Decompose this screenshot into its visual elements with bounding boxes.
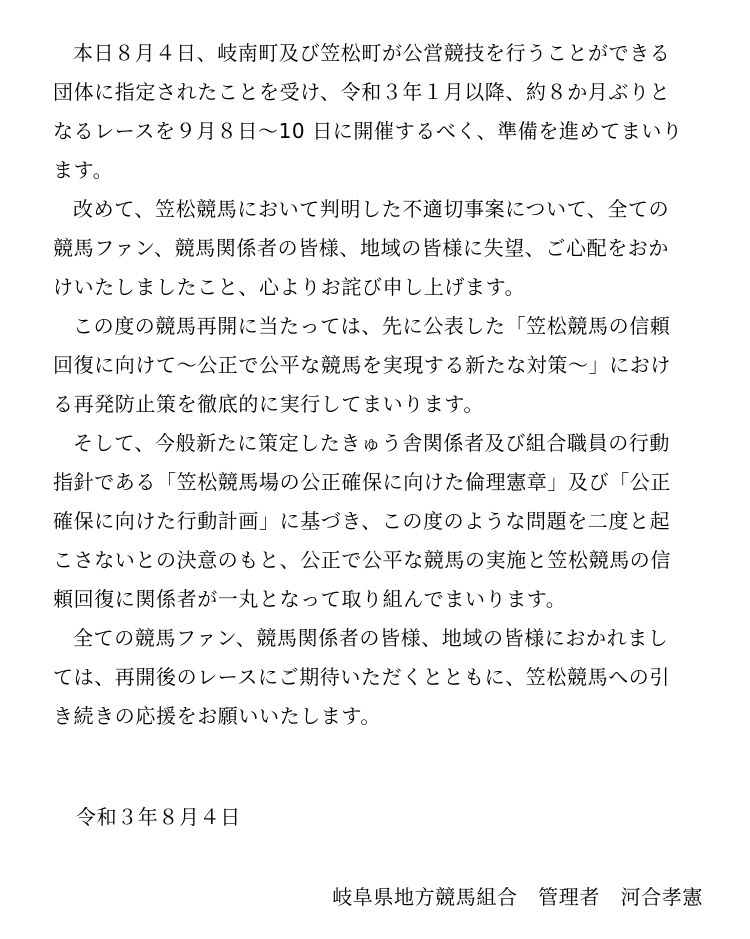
paragraph-3: この度の競馬再開に当たっては、先に公表した「笠松競馬の信頼 回復に向けて～公正で公平な競馬を実現する新たな対策～」におけ る再発防止策を徹底的に実行してまいります。 [53,314,671,416]
document-body [53,34,703,736]
paragraph-2: 改めて、笠松競馬において判明した不適切事案について、全ての 競馬ファン、競馬関係者の皆様、地域の皆様に失望、ご心配をおか けいたしましたこと、心よりお詫び申し上げます。 [53,197,670,299]
document-signature: 岐阜県地方競馬組合 管理者 河合孝憲 [332,885,703,909]
paragraph-4: そして、今般新たに策定したきゅう舎関係者及び組合職員の行動 指針である「笠松競馬場の公正確保に向けた倫理憲章」及び「公正 確保に向けた行動計画」に基づき、この度のような問題を二度と起 こさないとの決意のもと、公正で公平な競馬の実施と笠松競馬の信 頼回復に関係者が一丸となって取り組んでまいります。 [53,431,671,611]
document-date: 令和３年８月４日 [76,805,241,829]
paragraph-1: 本日８月４日、岐南町及び笠松町が公営競技を行うことができる 団体に指定されたことを受け、令和３年１月以降、約８か月ぶりと なるレースを９月８日～10 日に開催するべく、準備を進めてまいり ます。 [53,41,683,182]
paragraph-5: 全ての競馬ファン、競馬関係者の皆様、地域の皆様におかれまし ては、再開後のレースにご期待いただくとともに、笠松競馬への引 き続きの応援をお願いいたします。 [53,626,670,728]
